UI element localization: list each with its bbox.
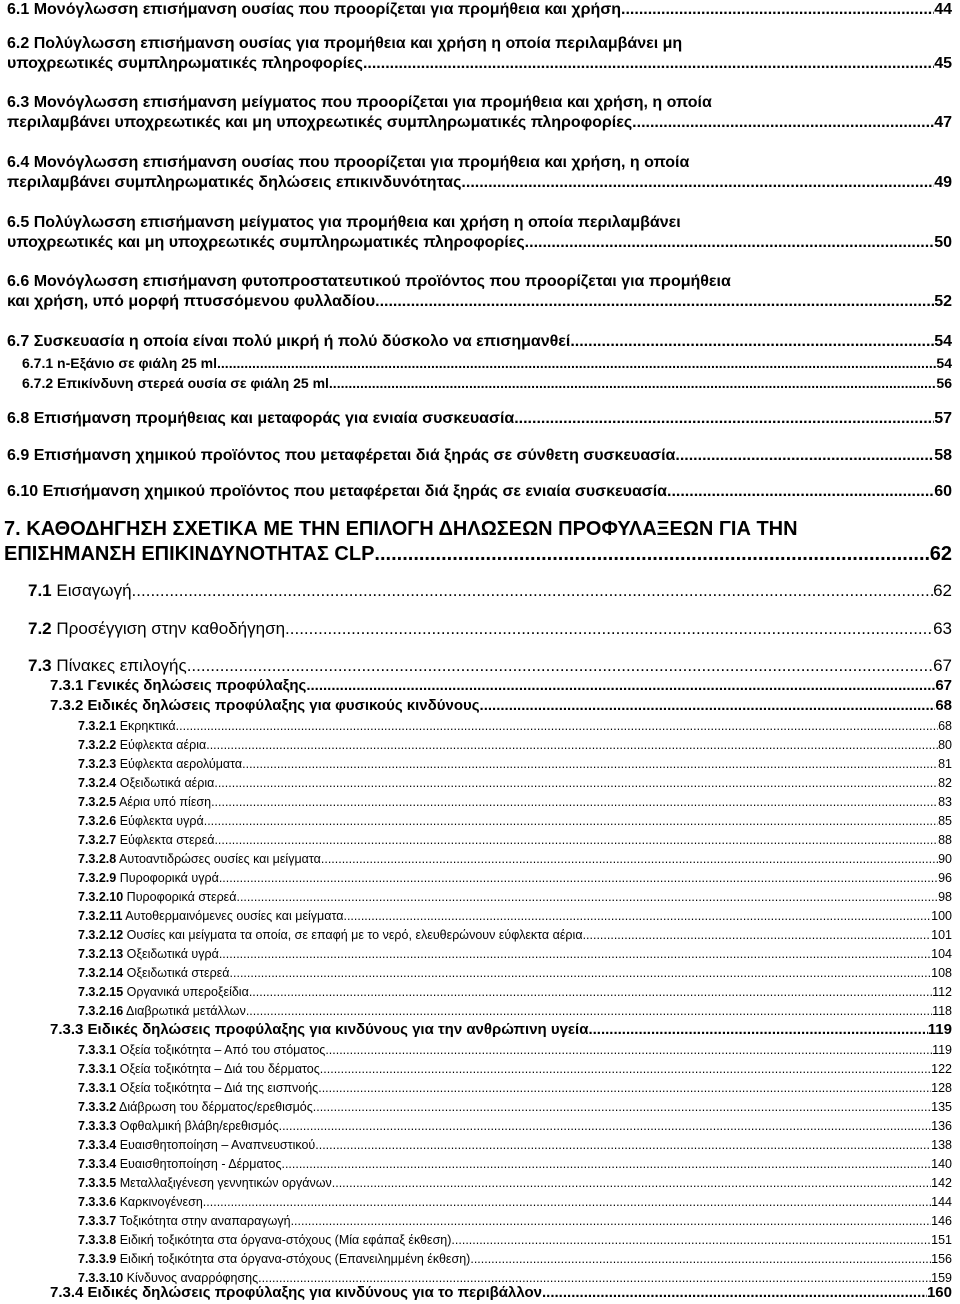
toc-entry-6-7-1[interactable]: 6.7.1 n-Εξάνιο σε φιάλη 25 ml ..... 54	[0, 354, 960, 372]
toc-entry-6-1[interactable]: 6.1 Μονόγλωσση επισήμανση ουσίας που προορίζεται για προμήθεια και χρήση ..... 44	[0, 0, 960, 20]
toc-entry-6-8[interactable]: 6.8 Επισήμανση προμήθειας και μεταφοράς για ενιαία συσκευασία ..... 57	[0, 409, 960, 429]
toc-entry-7-3-3[interactable]: 7.3.3 Ειδικές δηλώσεις προφύλαξης για κινδύνους για την ανθρώπινη υγεία ..... 119	[0, 1020, 960, 1040]
toc-entry-6-2[interactable]: 6.2 Πολύγλωσση επισήμανση ουσίας για προμήθεια και χρήση η οποία περιλαμβάνει μη υποχρεωτικές συμπληρωματικές πληροφορίες ..... 45	[0, 34, 960, 74]
toc-entry-7-3-2-9[interactable]: 7.3.2.9 Πυροφορικά υγρά ..... 96	[0, 869, 960, 887]
toc-entry-7-3-1[interactable]: 7.3.1 Γενικές δηλώσεις προφύλαξης ..... 67	[0, 676, 960, 696]
toc-entry-7-3-2-8[interactable]: 7.3.2.8 Αυτοαντιδρώσες ουσίες και μείγματα ..... 90	[0, 850, 960, 868]
toc-entry-7-3-3-1-dermal[interactable]: 7.3.3.1 Οξεία τοξικότητα – Διά του δέρματος ..... 122	[0, 1060, 960, 1078]
toc-entry-7-3-2-4[interactable]: 7.3.2.4 Οξειδωτικά αέρια ..... 82	[0, 774, 960, 792]
toc-entry-6-7-2[interactable]: 6.7.2 Επικίνδυνη στερεά ουσία σε φιάλη 25 ml ..... 56	[0, 374, 960, 392]
toc-entry-7-3-2-5[interactable]: 7.3.2.5 Αέρια υπό πίεση ..... 83	[0, 793, 960, 811]
toc-entry-7-3-3-8[interactable]: 7.3.3.8 Ειδική τοξικότητα στα όργανα-στόχους (Μία εφάπαξ έκθεση) ..... 151	[0, 1231, 960, 1249]
toc-entry-7-3-2-14[interactable]: 7.3.2.14 Οξειδωτικά στερεά ..... 108	[0, 964, 960, 982]
toc-entry-7-3-2-12[interactable]: 7.3.2.12 Ουσίες και μείγματα τα οποία, σε επαφή με το νερό, ελευθερώνουν εύφλεκτα αέρια ..... 101	[0, 926, 960, 944]
toc-entry-6-6[interactable]: 6.6 Μονόγλωσση επισήμανση φυτοπροστατευτικού προϊόντος που προορίζεται για προμήθεια και χρήση, υπό μορφή πτυσσόμενου φυλλαδίου ..... 52	[0, 272, 960, 312]
toc-entry-6-10[interactable]: 6.10 Επισήμανση χημικού προϊόντος που μεταφέρεται διά ξηράς σε ενιαία συσκευασία ..... 60	[0, 482, 960, 502]
toc-entry-7-1[interactable]: 7.1 Εισαγωγή ..... 62	[0, 580, 960, 602]
toc-entry-7-3-3-2[interactable]: 7.3.3.2 Διάβρωση του δέρματος/ερεθισμός ..... 135	[0, 1098, 960, 1116]
toc-entry-6-5[interactable]: 6.5 Πολύγλωσση επισήμανση μείγματος για προμήθεια και χρήση η οποία περιλαμβάνει υποχρεωτικές και μη υποχρεωτικές συμπληρωματικές πληροφορίες ..... 50	[0, 213, 960, 253]
toc-entry-7-3-2-1[interactable]: 7.3.2.1 Εκρηκτικά ..... 68	[0, 717, 960, 735]
toc-entry-7-3-3-1-inhalation[interactable]: 7.3.3.1 Οξεία τοξικότητα – Διά της εισπνοής ..... 128	[0, 1079, 960, 1097]
toc-entry-7-3-2-2[interactable]: 7.3.2.2 Εύφλεκτα αέρια ..... 80	[0, 736, 960, 754]
toc-entry-7-2[interactable]: 7.2 Προσέγγιση στην καθοδήγηση ..... 63	[0, 618, 960, 640]
toc-entry-6-3[interactable]: 6.3 Μονόγλωσση επισήμανση μείγματος που προορίζεται για προμήθεια και χρήση, η οποία περιλαμβάνει υποχρεωτικές και μη υποχρεωτικές συμπληρωματικές πληροφορίες ..... 47	[0, 93, 960, 133]
toc-entry-6-4[interactable]: 6.4 Μονόγλωσση επισήμανση ουσίας που προορίζεται για προμήθεια και χρήση, η οποία περιλαμβάνει συμπληρωματικές δηλώσεις επικινδυνότητας ..... 49	[0, 153, 960, 193]
toc-entry-7-3-3-6[interactable]: 7.3.3.6 Καρκινογένεση ..... 144	[0, 1193, 960, 1211]
toc-entry-7-3-3-1-oral[interactable]: 7.3.3.1 Οξεία τοξικότητα – Από του στόματος ..... 119	[0, 1041, 960, 1059]
toc-entry-7[interactable]: 7. ΚΑΘΟΔΗΓΗΣΗ ΣΧΕΤΙΚΑ ΜΕ ΤΗΝ ΕΠΙΛΟΓΗ ΔΗΛΩΣΕΩΝ ΠΡΟΦΥΛΑΞΕΩΝ ΓΙΑ ΤΗΝ ΕΠΙΣΗΜΑΝΣΗ ΕΠΙΚΙΝΔΥΝΟΤΗΤΑΣ CLP ..... 62	[0, 517, 960, 567]
toc-entry-7-3[interactable]: 7.3 Πίνακες επιλογής ..... 67	[0, 655, 960, 677]
toc-entry-7-3-2-3[interactable]: 7.3.2.3 Εύφλεκτα αερολύματα ..... 81	[0, 755, 960, 773]
toc-entry-6-9[interactable]: 6.9 Επισήμανση χημικού προϊόντος που μεταφέρεται διά ξηράς σε σύνθετη συσκευασία ..... 58	[0, 446, 960, 466]
toc-entry-7-3-3-9[interactable]: 7.3.3.9 Ειδική τοξικότητα στα όργανα-στόχους (Επανειλημμένη έκθεση) ..... 156	[0, 1250, 960, 1268]
toc-entry-7-3-2-11[interactable]: 7.3.2.11 Αυτοθερμαινόμενες ουσίες και μείγματα ..... 100	[0, 907, 960, 925]
toc-entry-7-3-2-6[interactable]: 7.3.2.6 Εύφλεκτα υγρά ..... 85	[0, 812, 960, 830]
toc-entry-7-3-2-7[interactable]: 7.3.2.7 Εύφλεκτα στερεά ..... 88	[0, 831, 960, 849]
toc-entry-7-3-3-7[interactable]: 7.3.3.7 Τοξικότητα στην αναπαραγωγή ..... 146	[0, 1212, 960, 1230]
toc-entry-7-3-3-4-respiratory[interactable]: 7.3.3.4 Ευαισθητοποίηση – Αναπνευστικού ..... 138	[0, 1136, 960, 1154]
toc-entry-7-3-2[interactable]: 7.3.2 Ειδικές δηλώσεις προφύλαξης για φυσικούς κινδύνους ..... 68	[0, 696, 960, 716]
toc-entry-7-3-2-13[interactable]: 7.3.2.13 Οξειδωτικά υγρά ..... 104	[0, 945, 960, 963]
toc-entry-7-3-3-10[interactable]: 7.3.3.10 Κίνδυνος αναρρόφησης ..... 159	[0, 1269, 960, 1287]
toc-entry-6-7[interactable]: 6.7 Συσκευασία η οποία είναι πολύ μικρή ή πολύ δύσκολο να επισημανθεί ..... 54	[0, 332, 960, 352]
toc-entry-7-3-2-15[interactable]: 7.3.2.15 Οργανικά υπεροξείδια ..... 112	[0, 983, 960, 1001]
toc-entry-7-3-4[interactable]: 7.3.4 Ειδικές δηλώσεις προφύλαξης για κινδύνους για το περιβάλλον ..... 160	[0, 1283, 960, 1303]
toc-entry-7-3-3-4-skin[interactable]: 7.3.3.4 Ευαισθητοποίηση - Δέρματος ..... 140	[0, 1155, 960, 1173]
toc-entry-7-3-3-3[interactable]: 7.3.3.3 Οφθαλμική βλάβη/ερεθισμός ..... 136	[0, 1117, 960, 1135]
toc-entry-7-3-2-16[interactable]: 7.3.2.16 Διαβρωτικά μετάλλων ..... 118	[0, 1002, 960, 1020]
toc-entry-7-3-2-10[interactable]: 7.3.2.10 Πυροφορικά στερεά ..... 98	[0, 888, 960, 906]
toc-entry-7-3-3-5[interactable]: 7.3.3.5 Μεταλλαξιγένεση γεννητικών οργάνων ..... 142	[0, 1174, 960, 1192]
